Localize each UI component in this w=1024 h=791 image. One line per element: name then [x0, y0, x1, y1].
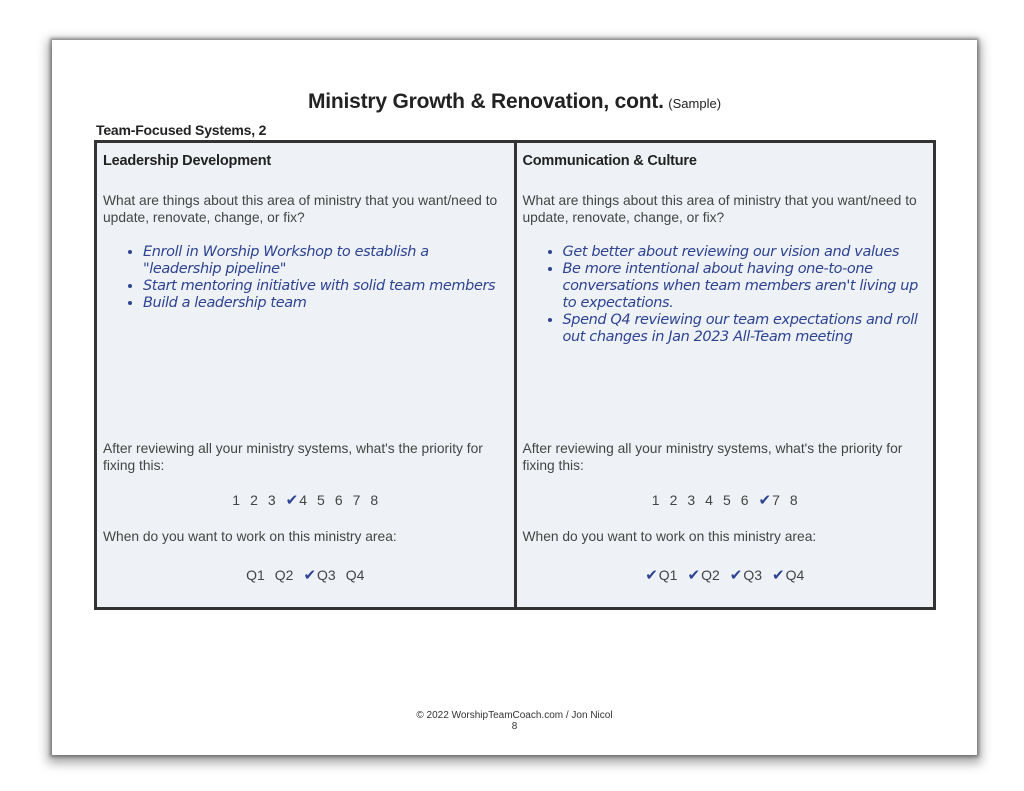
option-label: 7: [772, 492, 780, 508]
quarter-option-q2: [687, 566, 719, 584]
priority-option-2: [670, 492, 678, 508]
option-label: 3: [267, 492, 276, 508]
note-item: • Be more intentional about having one-to-one conversations when team members aren't living up to expectations.: [563, 261, 924, 312]
option-label: 2: [250, 492, 258, 508]
option-label: 5: [722, 492, 731, 508]
option-label: 4: [705, 492, 713, 508]
handwritten-notes: [123, 244, 504, 312]
option-label: Q4: [785, 567, 805, 583]
priority-option-7: [353, 492, 361, 508]
quarter-option-q1: [645, 566, 677, 584]
option-label: 1: [651, 492, 660, 508]
option-label: 6: [334, 492, 343, 508]
priority-option-1: [232, 492, 240, 508]
when-question: When do you want to work on this ministry area:: [522, 529, 817, 544]
priority-option-8: [370, 492, 378, 508]
option-label: Q2: [701, 567, 720, 583]
option-label: 8: [789, 492, 798, 508]
page-title: [52, 90, 977, 114]
section-label: Team-Focused Systems, 2: [96, 122, 267, 138]
quarter-option-q4: [772, 566, 804, 584]
renovate-question: What are things about this area of ministry that you want/need to update, renovate, change, or fix?: [522, 193, 917, 225]
option-label: Q2: [274, 567, 294, 583]
panel-communication-culture: [514, 143, 934, 607]
quarter-option-q2: [275, 567, 294, 583]
option-label: Q1: [246, 567, 265, 583]
page-number: 8: [511, 721, 518, 732]
panel-leadership-development: [97, 143, 514, 607]
priority-option-4: [286, 491, 307, 509]
priority-option-5: [317, 492, 325, 508]
option-label: Q4: [345, 567, 365, 583]
priority-option-1: [652, 492, 660, 508]
option-label: 5: [317, 492, 325, 508]
note-item: • Enroll in Worship Workshop to establish a "leadership pipeline": [143, 244, 504, 278]
checkmark-icon: ✔: [303, 567, 317, 584]
document-page: [52, 40, 977, 755]
note-item: • Start mentoring initiative with solid team members: [143, 278, 504, 295]
priority-option-6: [741, 492, 749, 508]
page-title-main: Ministry Growth & Renovation, cont.: [307, 90, 664, 113]
checkmark-icon: ✔: [285, 492, 299, 509]
option-label: 4: [299, 492, 308, 508]
option-label: Q1: [658, 567, 678, 583]
panel-heading: Leadership Development: [103, 153, 272, 169]
page-footer: [52, 710, 977, 732]
checkmark-icon: ✔: [729, 567, 743, 584]
priority-option-7: [759, 491, 780, 509]
checkmark-icon: ✔: [687, 567, 701, 584]
note-item: • Build a leadership team: [143, 295, 504, 312]
quarter-option-q1: [246, 567, 265, 583]
quarter-options: [517, 566, 934, 584]
note-item: • Get better about reviewing our vision and values: [563, 244, 924, 261]
copyright-text: © 2022 WorshipTeamCoach.com / Jon Nicol: [416, 710, 613, 721]
when-question: When do you want to work on this ministry area:: [103, 529, 397, 544]
panel-heading: Communication & Culture: [522, 153, 697, 169]
priority-option-5: [723, 492, 731, 508]
handwritten-notes: [543, 244, 924, 346]
priority-option-2: [250, 492, 258, 508]
option-label: 7: [352, 492, 361, 508]
priority-question: After reviewing all your ministry systems, what's the priority for fixing this:: [522, 441, 903, 473]
renovate-question: What are things about this area of ministry that you want/need to update, renovate, change, or fix?: [103, 193, 498, 225]
option-label: 8: [370, 492, 379, 508]
quarter-option-q3: [730, 566, 762, 584]
option-label: 3: [687, 492, 696, 508]
priority-options: [517, 491, 934, 509]
quarter-options: [97, 566, 514, 584]
priority-option-4: [705, 492, 713, 508]
checkmark-icon: ✔: [645, 567, 658, 584]
quarter-option-q4: [346, 567, 365, 583]
priority-option-6: [335, 492, 343, 508]
note-item: • Spend Q4 reviewing our team expectations and roll out changes in Jan 2023 All-Team meeting: [563, 312, 924, 346]
priority-option-3: [268, 492, 276, 508]
option-label: Q3: [743, 567, 763, 583]
option-label: 2: [669, 492, 678, 508]
option-label: 1: [232, 492, 241, 508]
page-title-suffix: (Sample): [668, 96, 722, 111]
priority-options: [97, 491, 514, 509]
quarter-option-q3: [303, 566, 335, 584]
checkmark-icon: ✔: [772, 567, 785, 584]
systems-grid: [94, 140, 936, 610]
priority-question: After reviewing all your ministry systems, what's the priority for fixing this:: [103, 441, 483, 473]
option-label: Q3: [317, 567, 336, 583]
priority-option-8: [790, 492, 798, 508]
checkmark-icon: ✔: [758, 492, 772, 509]
priority-option-3: [687, 492, 695, 508]
option-label: 6: [740, 492, 749, 508]
